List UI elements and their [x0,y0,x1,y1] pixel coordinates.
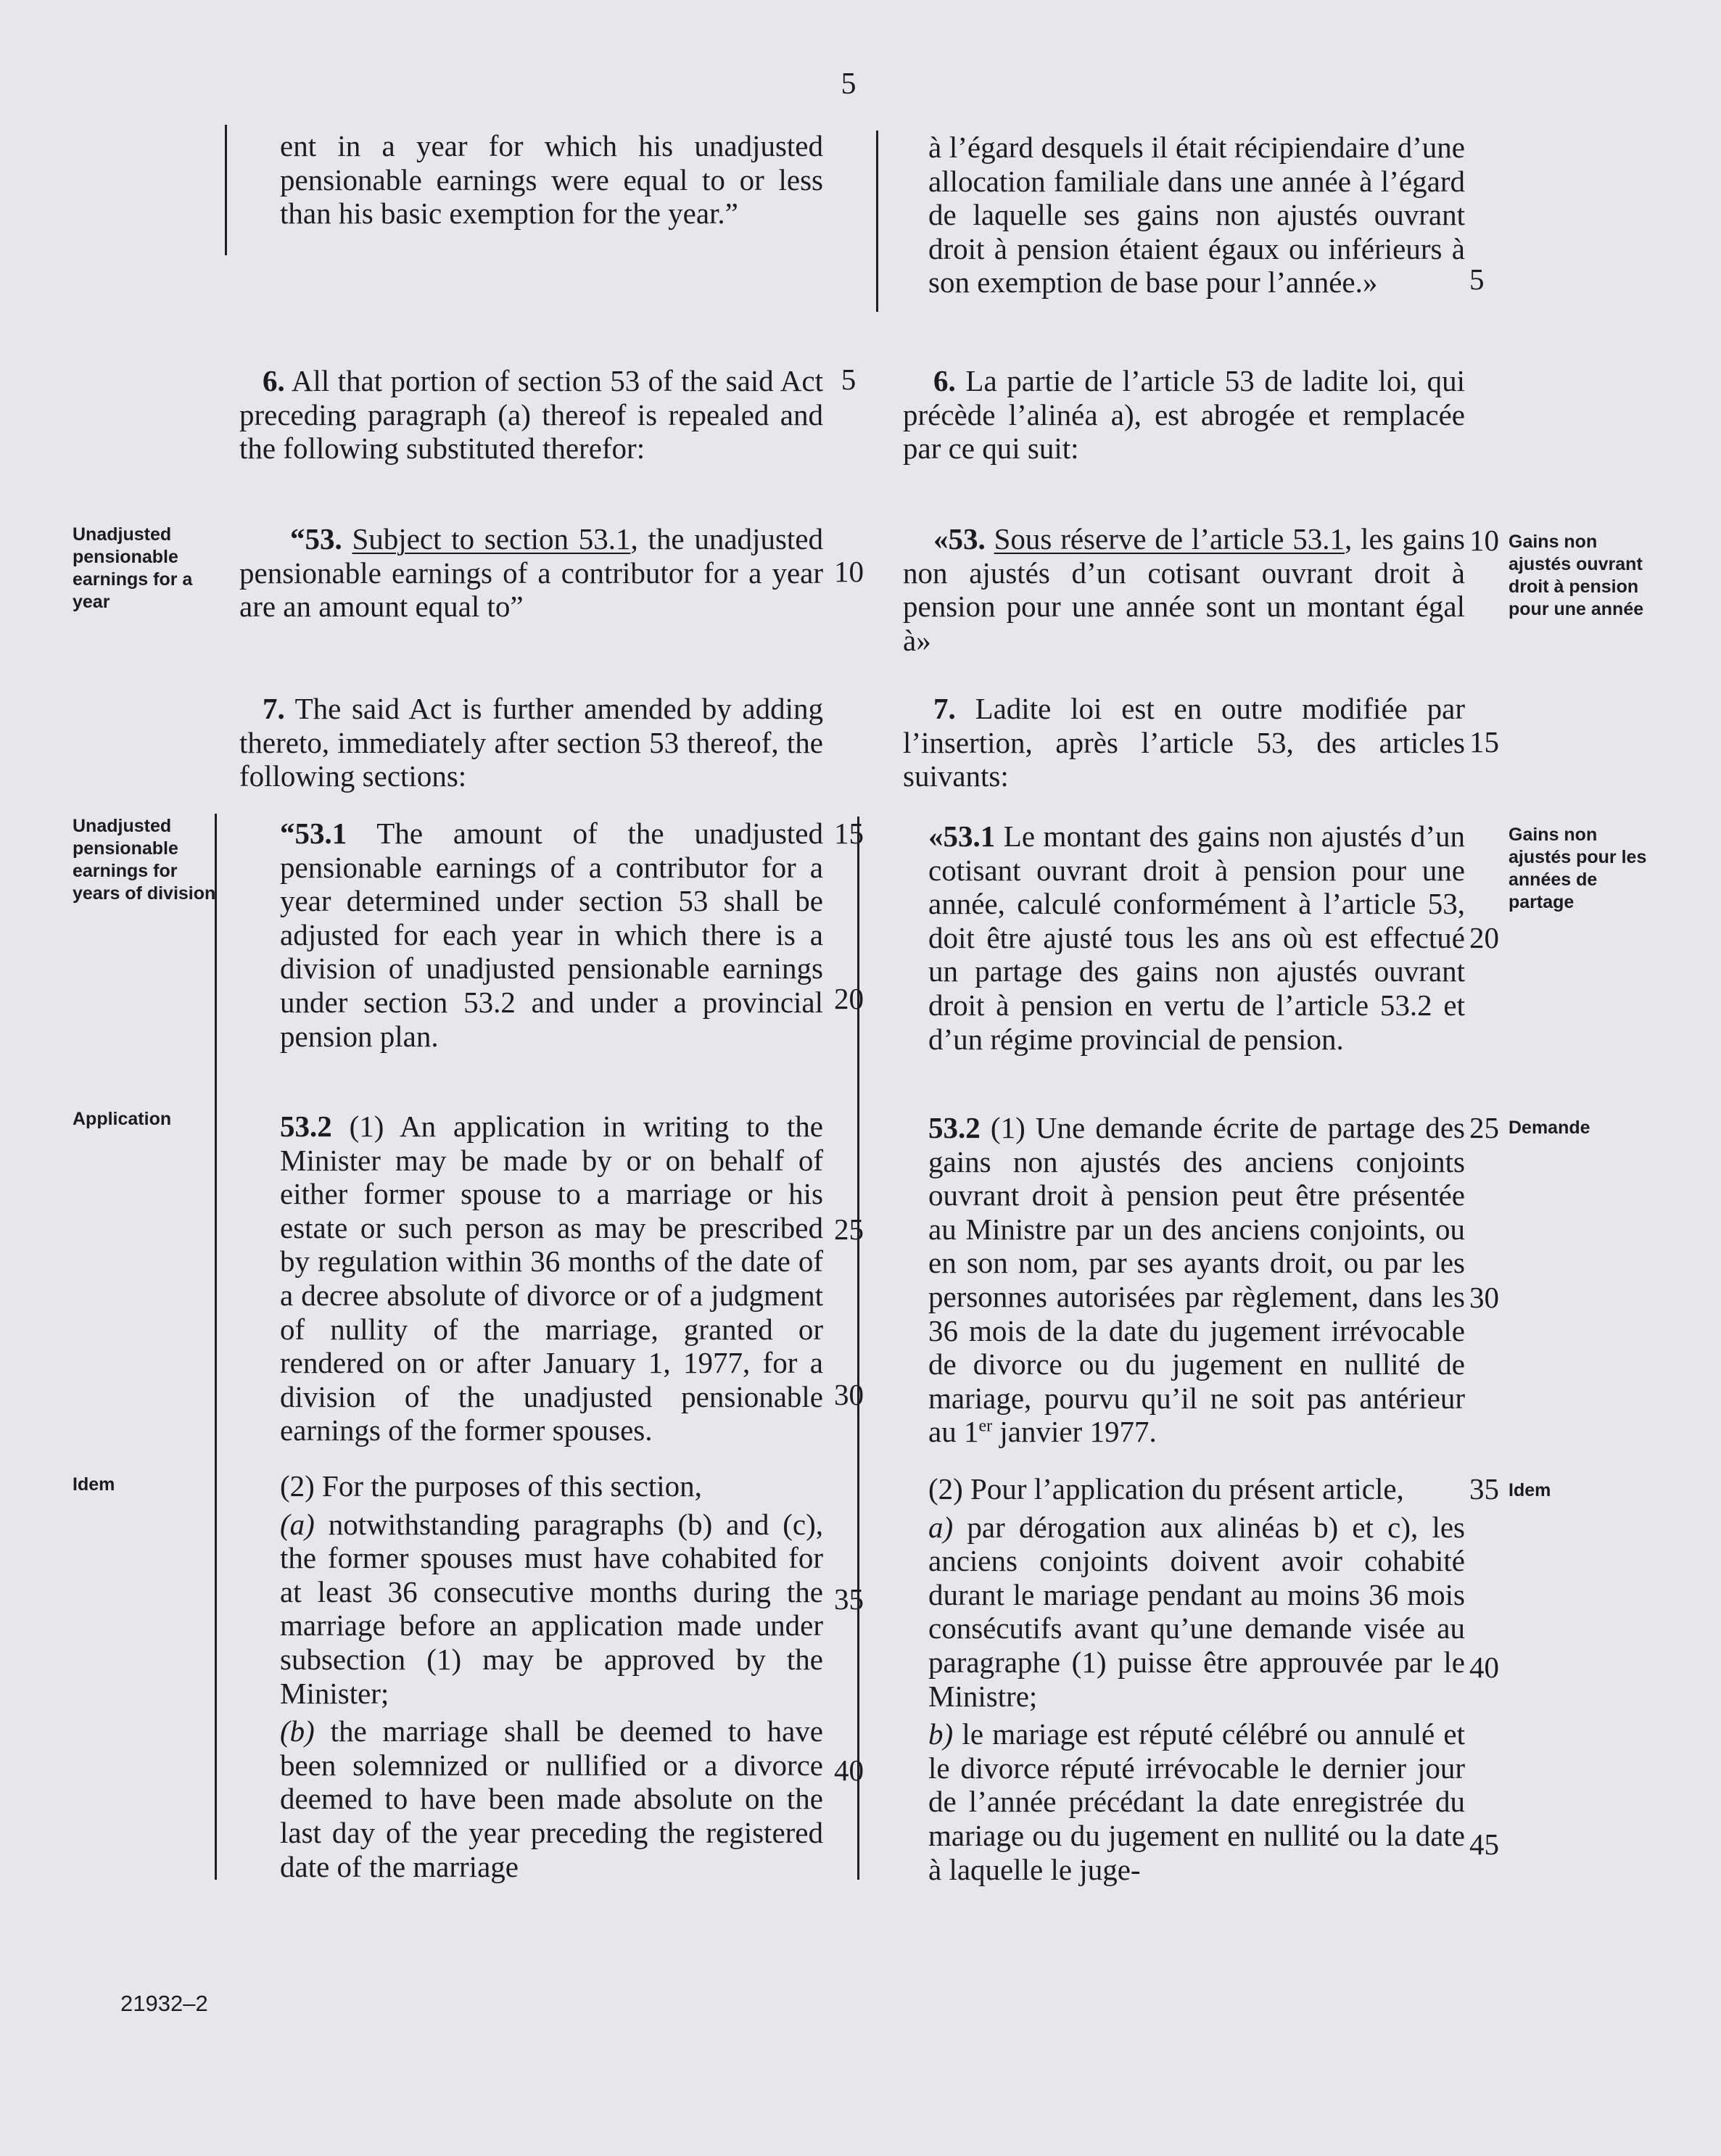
en-s53-number: “53. [290,522,342,555]
en-para-a-label: (a) [280,1507,315,1541]
fr-s6-number: 6. [933,364,956,397]
en-line-number-40: 40 [834,1754,864,1787]
change-bar-fr-main [857,817,859,1880]
en-s531-number: “53.1 [280,817,347,850]
sidenote-unadjusted-division-fr: Gains non ajustés pour les années de partage [1509,825,1647,912]
change-bar-en-top [225,125,227,255]
fr-subsection-2: (2) Pour l’application du présent article, a) par dérogation aux alinéas b) et c), les anciens conjoints doivent avoir cohabité durant le mariage pendant au moins 36 mois consécutifs avant qu’une demande visée au paragraphe (1) puisse être approuvée par le Ministre; b) le mariage est réputé célébré ou annulé et le divorce réputé irrévocable le dernier jour de l’année précédant la date enregistrée du mariage ou du jugement en nullité ou la date à laquelle le juge- [928,1472,1465,1886]
en-s6-number: 6. [263,364,285,397]
sidenote-unadjusted-year-fr: Gains non ajustés ouvrant droit à pension pour une année [1509,532,1644,619]
fr-section-6: 6. La partie de l’article 53 de ladite loi, qui précède l’alinéa a), est abrogée et remplacée par ce qui suit: [903,364,1465,466]
sidenote-idem-en: Idem [73,1474,115,1495]
fr-section-53: «53. Sous réserve de l’article 53.1, les gains non ajustés d’un cotisant ouvrant droit à pension pour une année sont un montant égal à» [903,522,1466,657]
en-line-number-25: 25 [834,1213,864,1246]
en-section-6: 6. All that portion of section 53 of the said Act preceding paragraph (a) thereof is repealed and the following substituted therefor: [239,364,823,466]
change-bar-fr-top [876,131,878,312]
en-s53-underline: Subject to section 53.1 [352,522,631,555]
fr-para-b-label: b) [928,1717,954,1751]
fr-section-7: 7. Ladite loi est en outre modifiée par l’insertion, après l’article 53, des articles suivants: [903,692,1465,793]
fr-s531-number: «53.1 [928,819,996,853]
sidenote-idem-fr: Idem [1509,1480,1551,1500]
fr-s53-number: «53. [933,522,986,555]
fr-line-number-15: 15 [1469,725,1499,759]
fr-continuation: à l’égard desquels il était récipiendaire d’une allocation familiale dans une année à l’égard de laquelle ses gains non ajustés ouvrant droit à pension étaient égaux ou inférieurs à son exemption de base pour l’année.» [928,131,1465,300]
en-section-53: “53. Subject to section 53.1, the unadjusted pensionable earnings of a contributor for a year are an amount equal to” [239,522,823,624]
fr-line-number-25: 25 [1469,1111,1499,1144]
en-section-7: 7. The said Act is further amended by adding thereto, immediately after section 53 thereof, the following sections: [239,692,823,793]
fr-line-number-40: 40 [1469,1651,1499,1684]
fr-line-number-10: 10 [1469,524,1499,557]
fr-para-a-label: a) [928,1510,954,1544]
fr-s53-underline: Sous réserve de l’article 53.1 [994,522,1345,555]
fr-s532-number: 53.2 [928,1111,981,1144]
en-s532-number: 53.2 [280,1110,332,1143]
fr-s7-number: 7. [933,692,956,725]
en-para-b-label: (b) [280,1714,315,1748]
en-subsection-2: (2) For the purposes of this section, (a) notwithstanding paragraphs (b) and (c), the former spouses must have cohabited for at least 36 consecutive months during the marriage before an application made under subsection (1) may be approved by the Minister; (b) the marriage shall be deemed to have been solemnized or nullified or a divorce deemed to have been made absolute on the last day of the year preceding the registered date of the marriage [280,1469,823,1883]
en-section-53-2: 53.2 (1) An application in writing to the Minister may be made by or on behalf of either former spouse to a marriage or his estate or such person as may be prescribed by regulation within 36 months of the date of a decree absolute of divorce or of a judgment of nullity of the marriage, granted or rendered on or after January 1, 1977, for a division of the unadjusted pensionable earnings of the former spouses. [280,1110,823,1447]
en-line-number-20: 20 [834,982,864,1015]
en-continuation: ent in a year for which his unadjusted pensionable earnings were equal to or less than his basic exemption for the year.” [280,129,823,231]
en-line-number-30: 30 [834,1378,864,1411]
sidenote-application-fr: Demande [1509,1118,1590,1138]
sidenote-unadjusted-division-en: Unadjusted pensionable earnings for years of division [73,816,216,904]
fr-line-number-20: 20 [1469,921,1499,954]
fr-line-number-5: 5 [1469,263,1485,296]
change-bar-en-main [215,814,217,1880]
fr-section-53-1: «53.1 Le montant des gains non ajustés d’un cotisant ouvrant droit à pension pour une année, calculé conformément à l’article 53, doit être ajusté tous les ans où est effectué un partage des gains non ajustés ouvrant droit à pension en vertu de l’article 53.2 et d’un régime provincial de pension. [928,819,1465,1056]
en-line-number-10: 10 [834,555,864,588]
page-number: 5 [841,67,857,101]
fr-line-number-30: 30 [1469,1281,1499,1314]
sidenote-application-en: Application [73,1109,172,1129]
en-line-number-5: 5 [841,363,857,396]
sidenote-unadjusted-year-en: Unadjusted pensionable earnings for a year [73,524,193,612]
en-line-number-35: 35 [834,1582,864,1616]
footer-code: 21932–2 [120,1991,208,2016]
en-line-number-15: 15 [834,817,864,850]
fr-section-53-2: 53.2 (1) Une demande écrite de partage des gains non ajustés des anciens conjoints ouvrant droit à pension peut être présentée au Ministre par un des anciens conjoints, ou en son nom, par ses ayants droit, ou par les personnes autorisées par règlement, dans les 36 mois de la date du jugement irrévocable de divorce ou du jugement en nullité de mariage, pourvu qu’il ne soit pas antérieur au 1er janvier 1977. [928,1111,1466,1449]
en-s7-number: 7. [263,692,285,725]
fr-line-number-35: 35 [1469,1472,1499,1506]
en-section-53-1: “53.1 The amount of the unadjusted pensionable earnings of a contributor for a year determined under section 53 shall be adjusted for each year in which there is a division of unadjusted pensionable earnings under section 53.2 and under a provincial pension plan. [280,817,823,1053]
fr-line-number-45: 45 [1469,1827,1499,1861]
